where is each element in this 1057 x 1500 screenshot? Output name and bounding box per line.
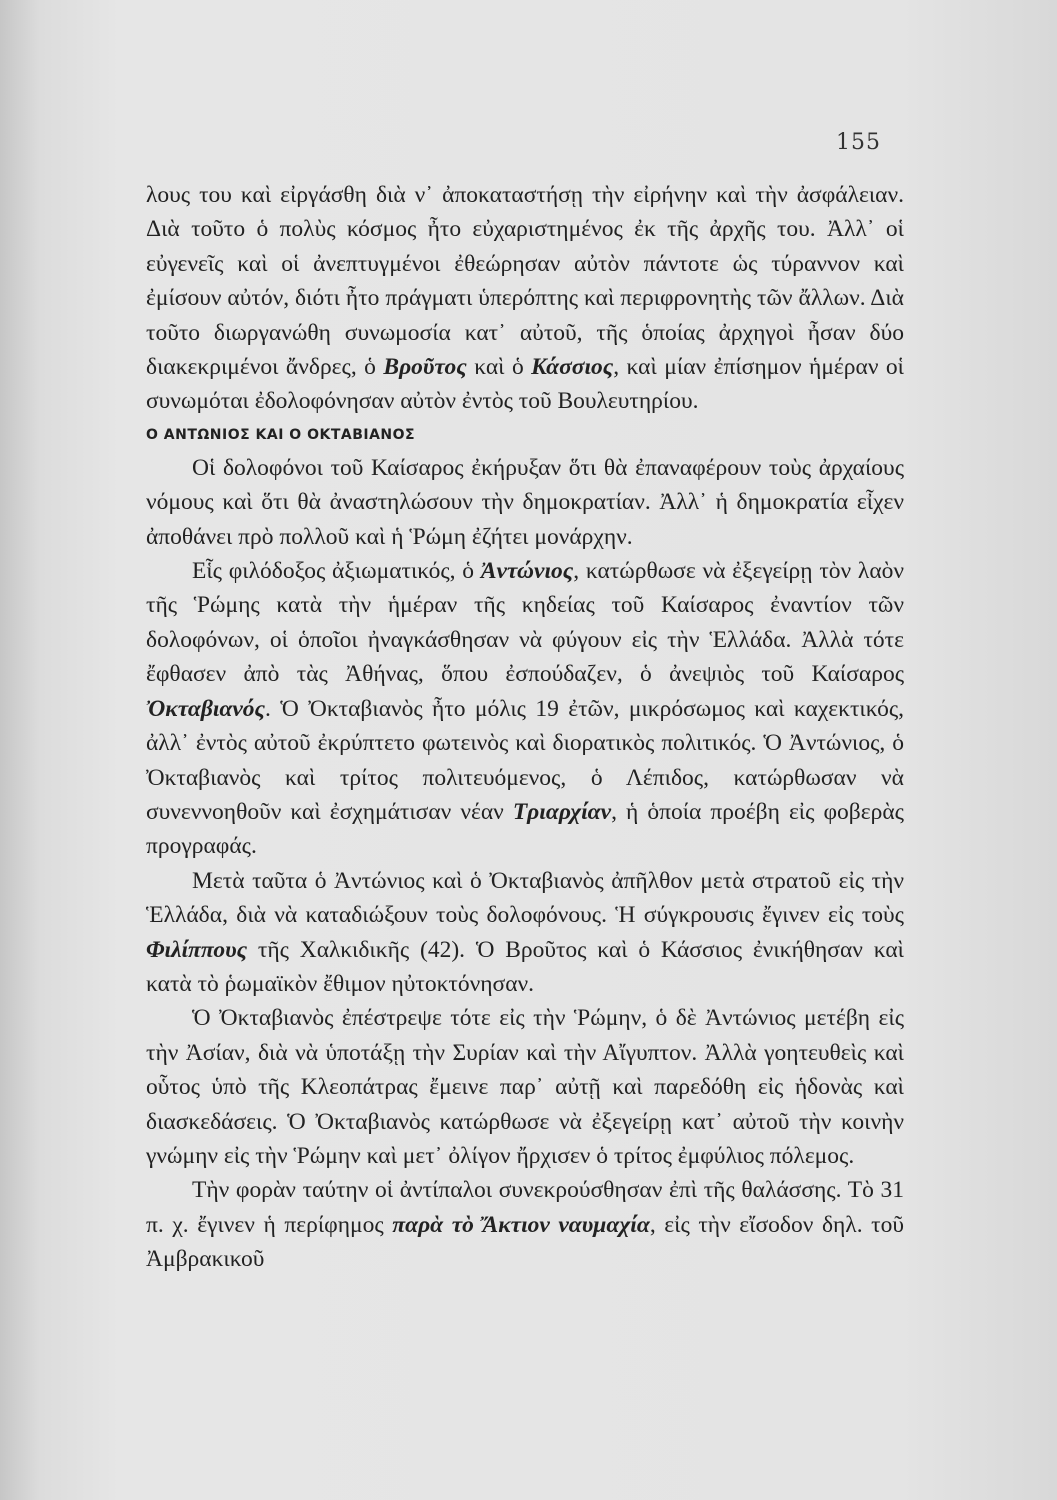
body-text bbox=[146, 178, 904, 1277]
text-run: τῆς Χαλκιδικῆς (42). Ὁ Βροῦτος καὶ ὁ Κάσσιος ἐνικήθησαν καὶ κατὰ τὸ ῥωμαϊκὸν ἔθιμον ηὐτοκτόνησαν. bbox=[146, 936, 904, 997]
text-run: , ἡ ὁποία προέβη εἰς φοβερὰς προγραφάς. bbox=[146, 798, 904, 860]
text-run: Ὁ Ὀκταβιανὸς ἐπέστρεψε τότε εἰς τὴν Ῥώμην, ὁ δὲ Ἀντώνιος μετέβη εἰς τὴν Ἀσίαν, διὰ νὰ ὑποτάξῃ τὴν Συρίαν καὶ τὴν Αἴγυπτον. Ἀλλὰ γοητευθεὶς καὶ οὗτος ὑπὸ τῆς Κλεοπάτρας ἔμεινε παρ᾿ αὐτῇ καὶ παρεδόθη εἰς ἡδονὰς καὶ διασκεδάσεις. Ὁ Ὀκταβιανὸς κατώρθωσε νὰ ἐξεγείρῃ κατ᾿ αὐτοῦ τὴν κοινὴν γνώμην εἰς τὴν Ῥώμην καὶ μετ᾿ ὀλίγον ἤρχισεν ὁ τρίτος ἐμφύλιος πόλεμος. bbox=[146, 1005, 904, 1169]
name-antonius: Ἀντώνιος bbox=[480, 558, 574, 585]
paragraph-1 bbox=[146, 178, 904, 419]
text-run: λους του καὶ εἰργάσθη διὰ ν᾿ ἀποκαταστήσῃ τὴν εἰρήνην καὶ τὴν ἀσφάλειαν. Διὰ τοῦτο ὁ πολὺς κόσμος ἦτο εὐχαριστημένος ἐκ τῆς ἀρχῆς του. Ἀλλ᾿ οἱ εὐγενεῖς καὶ οἱ ἀνεπτυγμένοι ἐθεώρησαν αὐτὸν πάντοτε ὡς τύραννον καὶ ἐμίσουν αὐτόν, διότι ἦτο πράγματι ὑπερόπτης καὶ περιφρονητὴς τῶν ἄλλων. Διὰ τοῦτο διωργανώθη συνωμοσία κατ᾿ αὐτοῦ, τῆς ὁποίας ἀρχηγοὶ ἦσαν δύο διακεκριμένοι ἄνδρες, ὁ bbox=[146, 182, 904, 381]
text-run: , καὶ μίαν ἐπίσημον ἡμέραν οἱ συνωμόται ἐδολοφόνησαν αὐτὸν ἐντὸς τοῦ Βουλευτηρίου. bbox=[146, 354, 904, 415]
section-heading: Ο ΑΝΤΩΝΙΟΣ ΚΑΙ Ο ΟΚΤΑΒΙΑΝΟΣ bbox=[146, 426, 416, 443]
name-brutus: Βροῦτος bbox=[383, 354, 467, 381]
text-run: Τὴν φορὰν ταύτην οἱ ἀντίπαλοι συνεκρούσθησαν ἐπὶ τῆς θαλάσσης. Τὸ 31 π. χ. ἔγινεν ἡ περίφημος bbox=[146, 1177, 904, 1238]
text-run: καὶ ὁ bbox=[466, 354, 532, 381]
text-run: , κατώρθωσε νὰ ἐξεγείρῃ τὸν λαὸν τῆς Ῥώμης κατὰ τὴν ἡμέραν τῆς κηδείας τοῦ Καίσαρος ἐναντίον τῶν δολοφόνων, οἱ ὁποῖοι ἠναγκάσθησαν νὰ φύγουν εἰς τὴν Ἑλλάδα. Ἀλλὰ τότε ἔφθασεν ἀπὸ τὰς Ἀθήνας, ὅπου ἐσπούδαζεν, ὁ ἀνεψιὸς τοῦ Καίσαρος bbox=[146, 558, 905, 688]
page-number: 155 bbox=[836, 130, 881, 155]
text-run: Μετὰ ταῦτα ὁ Ἀντώνιος καὶ ὁ Ὀκταβιανὸς ἀπῆλθον μετὰ στρατοῦ εἰς τὴν Ἑλλάδα, διὰ νὰ καταδιώξουν τοὺς δολοφόνους. Ἡ σύγκρουσις ἔγινεν εἰς τοὺς bbox=[146, 867, 904, 929]
term-triarchy: Τριαρχίαν bbox=[512, 798, 612, 825]
text-run: Εἷς φιλόδοξος ἀξιωματικός, ὁ bbox=[192, 558, 481, 585]
name-cassius: Κάσσιος bbox=[531, 354, 614, 381]
text-run: , εἰς τὴν εἴσοδον δηλ. τοῦ Ἀμβρακικοῦ bbox=[146, 1211, 904, 1273]
paragraph-3 bbox=[146, 554, 904, 864]
text-run: Οἱ δολοφόνοι τοῦ Καίσαρος ἐκήρυξαν ὅτι θὰ ἐπαναφέρουν τοὺς ἀρχαίους νόμους καὶ ὅτι θὰ ἀναστηλώσουν τὴν δημοκρατίαν. Ἀλλ᾿ ἡ δημοκρατία εἶχεν ἀποθάνει πρὸ πολλοῦ καὶ ἡ Ῥώμη ἐζήτει μονάρχην. bbox=[146, 454, 904, 550]
text-run: . Ὁ Ὀκταβιανὸς ἦτο μόλις 19 ἐτῶν, μικρόσωμος καὶ καχεκτικός, ἀλλ᾿ ἐντὸς αὐτοῦ ἐκρύπτετο φωτεινὸς καὶ διορατικὸς πολιτικός. Ὁ Ἀντώνιος, ὁ Ὀκταβιανὸς καὶ τρίτος πολιτευόμενος, ὁ Λέπιδος, κατώρθωσαν νὰ συνεννοηθοῦν καὶ ἐσχημάτισαν νέαν bbox=[146, 695, 904, 825]
paragraph-6 bbox=[146, 1173, 904, 1276]
term-actium-battle: παρὰ τὸ Ἄκτιον ναυμαχία bbox=[392, 1211, 650, 1238]
paragraph-5 bbox=[146, 1001, 904, 1173]
name-octavianus: Ὀκταβιανός bbox=[146, 695, 266, 722]
paragraph-2 bbox=[146, 451, 904, 554]
paragraph-4 bbox=[146, 864, 904, 1002]
place-philippi: Φιλίππους bbox=[146, 936, 248, 963]
